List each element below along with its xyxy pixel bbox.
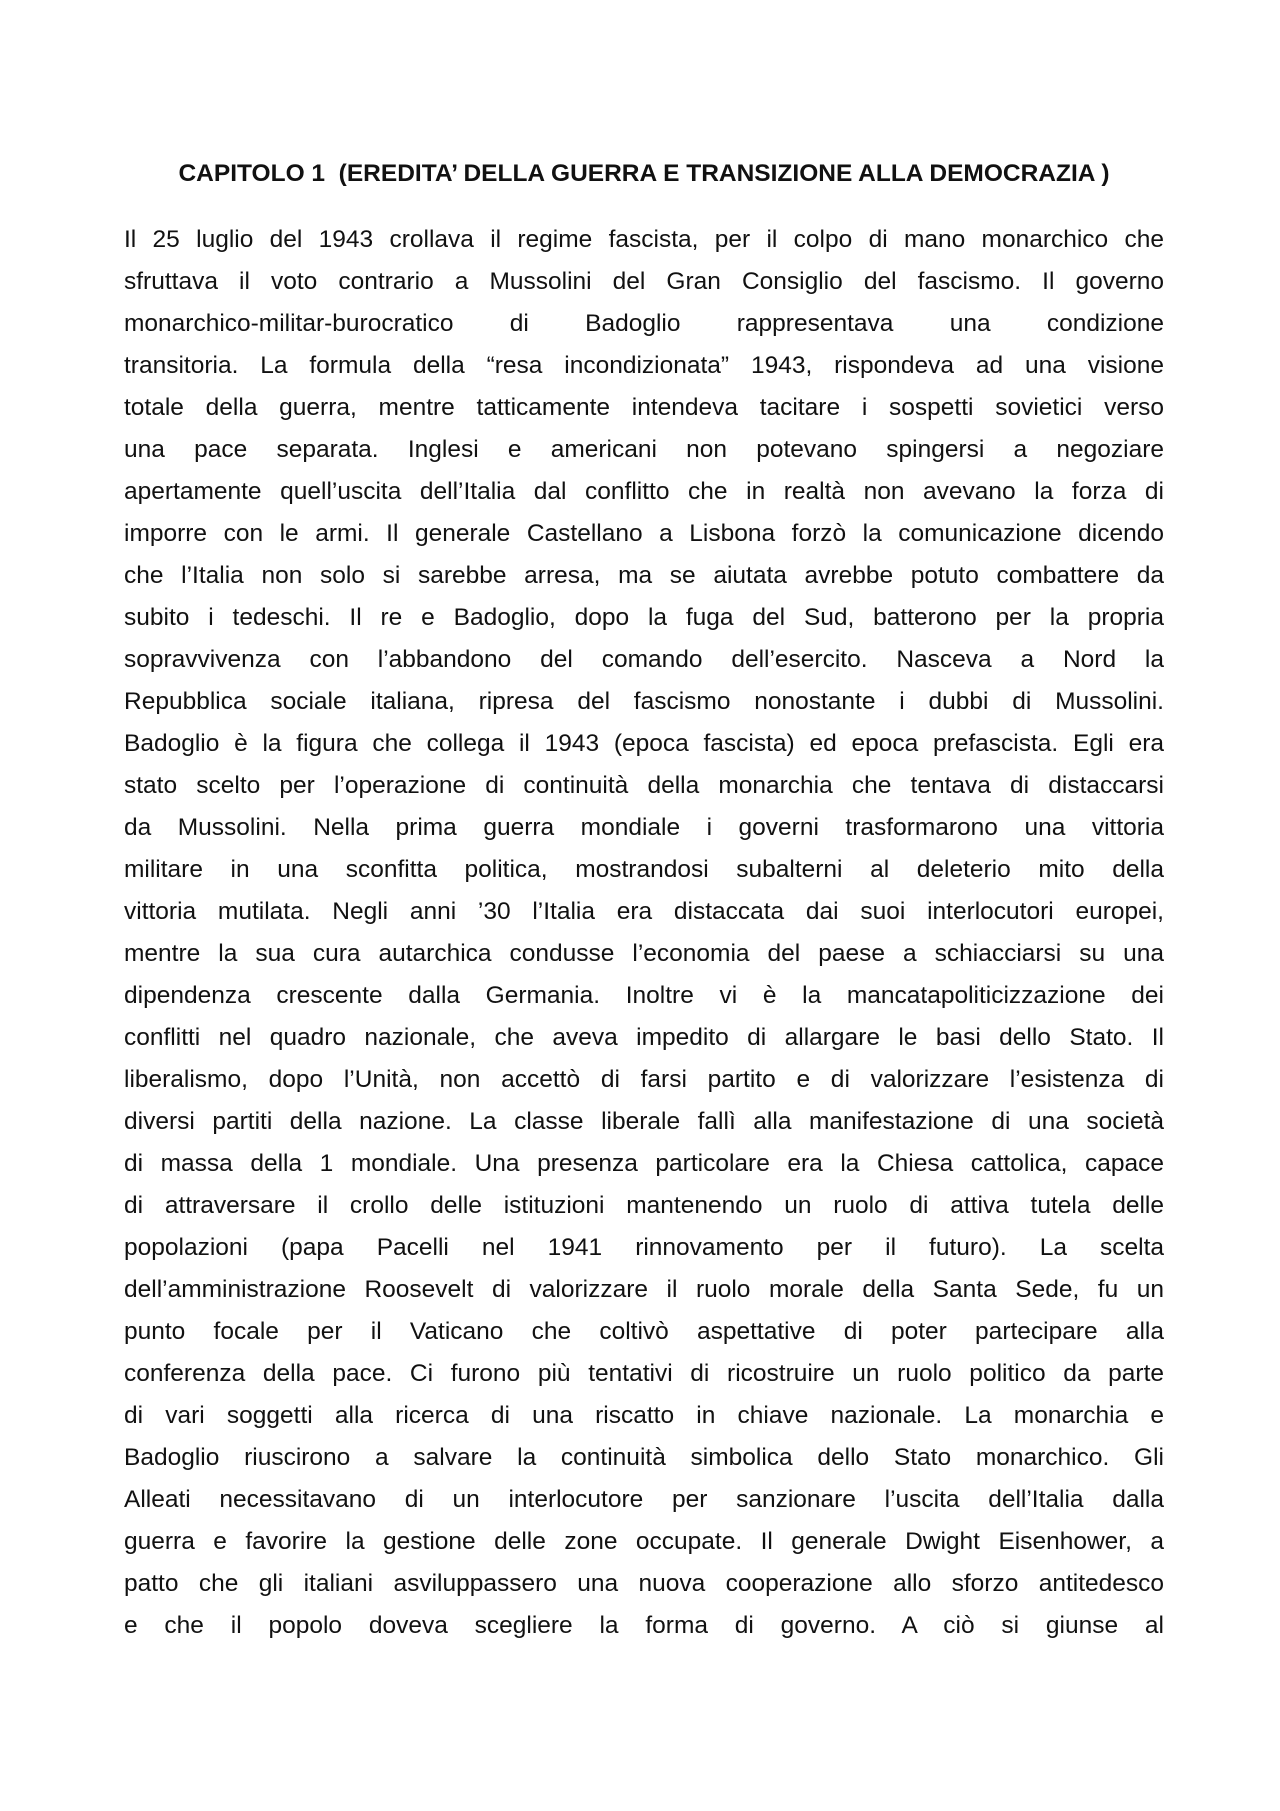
text-line: Alleati necessitavano di un interlocutore per sanzionare l’uscita dell’Italia dalla: [124, 1486, 1164, 1513]
body-paragraph: [124, 219, 1164, 1647]
text-line: apertamente quell’uscita dell’Italia dal conflitto che in realtà non avevano la forza di: [124, 478, 1164, 505]
text-line: di attraversare il crollo delle istituzioni mantenendo un ruolo di attiva tutela delle: [124, 1192, 1164, 1219]
text-line: dipendenza crescente dalla Germania. Inoltre vi è la mancatapoliticizzazione dei: [124, 982, 1164, 1009]
chapter-title: CAPITOLO 1 (EREDITA’ DELLA GUERRA E TRANSIZIONE ALLA DEMOCRAZIA ): [178, 160, 1110, 187]
text-line: che l’Italia non solo si sarebbe arresa, ma se aiutata avrebbe potuto combattere da: [124, 562, 1164, 589]
text-line: conferenza della pace. Ci furono più tentativi di ricostruire un ruolo politico da parte: [124, 1360, 1164, 1387]
text-line: punto focale per il Vaticano che coltivò aspettative di poter partecipare alla: [124, 1318, 1164, 1345]
text-line: mentre la sua cura autarchica condusse l’economia del paese a schiacciarsi su una: [124, 940, 1164, 967]
text-line: sfruttava il voto contrario a Mussolini del Gran Consiglio del fascismo. Il governo: [124, 268, 1164, 295]
text-line: Repubblica sociale italiana, ripresa del fascismo nonostante i dubbi di Mussolini.: [124, 688, 1164, 715]
text-line: subito i tedeschi. Il re e Badoglio, dopo la fuga del Sud, batterono per la propria: [124, 604, 1164, 631]
text-line: militare in una sconfitta politica, mostrandosi subalterni al deleterio mito della: [124, 856, 1164, 883]
text-line: una pace separata. Inglesi e americani non potevano spingersi a negoziare: [124, 436, 1164, 463]
text-line: patto che gli italiani asviluppassero una nuova cooperazione allo sforzo antitedesco: [124, 1570, 1164, 1597]
text-line: Il 25 luglio del 1943 crollava il regime fascista, per il colpo di mano monarchico che: [124, 226, 1164, 253]
text-line: Badoglio è la figura che collega il 1943 (epoca fascista) ed epoca prefascista. Egli era: [124, 730, 1164, 757]
text-line: sopravvivenza con l’abbandono del comando dell’esercito. Nasceva a Nord la: [124, 646, 1164, 673]
text-line: vittoria mutilata. Negli anni ’30 l’Italia era distaccata dai suoi interlocutori europei,: [124, 898, 1164, 925]
text-line: liberalismo, dopo l’Unità, non accettò di farsi partito e di valorizzare l’esistenza di: [124, 1066, 1164, 1093]
text-line: e che il popolo doveva scegliere la forma di governo. A ciò si giunse al: [124, 1612, 1164, 1639]
text-line: guerra e favorire la gestione delle zone occupate. Il generale Dwight Eisenhower, a: [124, 1528, 1164, 1555]
text-line: monarchico-militar-burocratico di Badoglio rappresentava una condizione: [124, 310, 1164, 337]
text-line: dell’amministrazione Roosevelt di valorizzare il ruolo morale della Santa Sede, fu un: [124, 1276, 1164, 1303]
text-line: transitoria. La formula della “resa incondizionata” 1943, rispondeva ad una visione: [124, 352, 1164, 379]
text-line: diversi partiti della nazione. La classe liberale fallì alla manifestazione di una società: [124, 1108, 1164, 1135]
text-line: da Mussolini. Nella prima guerra mondiale i governi trasformarono una vittoria: [124, 814, 1164, 841]
text-line: imporre con le armi. Il generale Castellano a Lisbona forzò la comunicazione dicendo: [124, 520, 1164, 547]
text-line: di massa della 1 mondiale. Una presenza particolare era la Chiesa cattolica, capace: [124, 1150, 1164, 1177]
text-line: totale della guerra, mentre tatticamente intendeva tacitare i sospetti sovietici verso: [124, 394, 1164, 421]
text-line: conflitti nel quadro nazionale, che aveva impedito di allargare le basi dello Stato. Il: [124, 1024, 1164, 1051]
text-line: stato scelto per l’operazione di continuità della monarchia che tentava di distaccarsi: [124, 772, 1164, 799]
text-line: di vari soggetti alla ricerca di una riscatto in chiave nazionale. La monarchia e: [124, 1402, 1164, 1429]
text-line: Badoglio riuscirono a salvare la continuità simbolica dello Stato monarchico. Gli: [124, 1444, 1164, 1471]
text-line: popolazioni (papa Pacelli nel 1941 rinnovamento per il futuro). La scelta: [124, 1234, 1164, 1261]
